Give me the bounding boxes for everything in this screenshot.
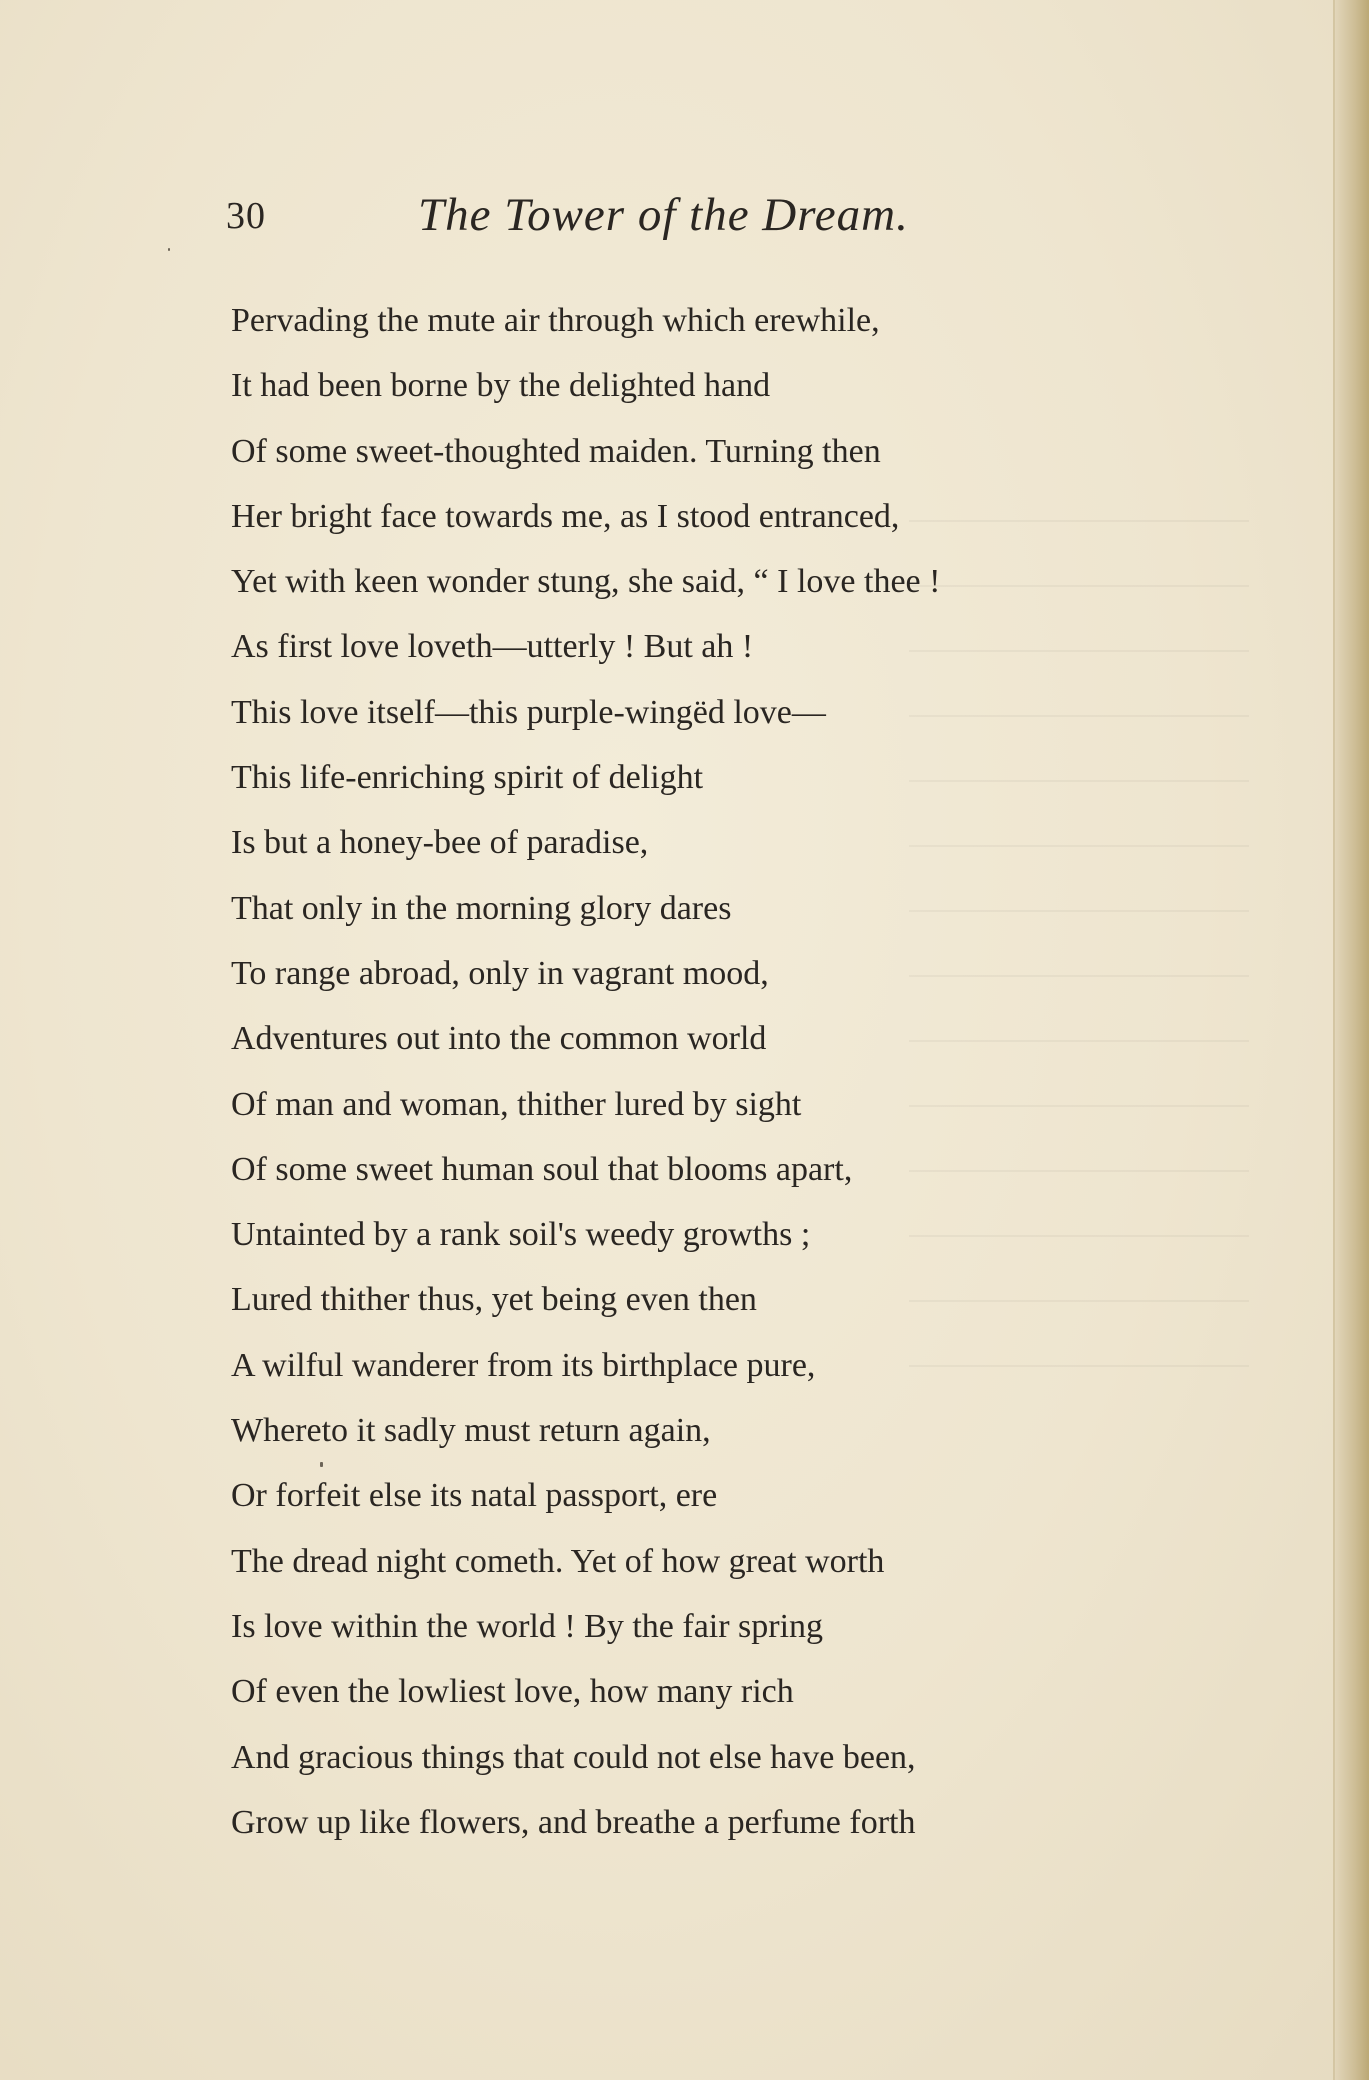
poem-line: Yet with keen wonder stung, she said, “ I love thee !	[231, 563, 941, 601]
page-number: 30	[226, 195, 266, 237]
poem-line: It had been borne by the delighted hand	[231, 367, 771, 405]
poem-line: Pervading the mute air through which erewhile,	[231, 302, 880, 339]
ink-speck	[168, 248, 170, 251]
page-header	[0, 188, 1369, 258]
poem-line: Or forfeit else its natal passport, ere	[231, 1477, 718, 1515]
poem-line: Adventures out into the common world	[231, 1020, 767, 1058]
poem-line: That only in the morning glory dares	[231, 889, 732, 927]
poem-line: To range abroad, only in vagrant mood,	[231, 954, 769, 992]
poem-text	[231, 288, 1231, 1855]
poem-line: Whereto it sadly must return again,	[231, 1412, 711, 1450]
poem-line: Untainted by a rank soil's weedy growths ;	[231, 1216, 811, 1254]
poem-line: A wilful wanderer from its birthplace pure,	[231, 1346, 816, 1384]
running-title: The Tower of the Dream.	[418, 189, 909, 241]
poem-line: Lured thither thus, yet being even then	[231, 1281, 757, 1319]
poem-line: Of man and woman, thither lured by sight	[231, 1085, 802, 1123]
poem-line: Grow up like flowers, and breathe a perfume forth	[231, 1803, 916, 1841]
poem-line: This love itself—this purple-wingëd love—	[231, 693, 826, 731]
poem-line: Her bright face towards me, as I stood entranced,	[231, 497, 900, 535]
poem-line: As first love loveth—utterly ! But ah !	[231, 628, 754, 666]
poem-line: This life-enriching spirit of delight	[231, 759, 704, 797]
poem-line: Of some sweet human soul that blooms apart,	[231, 1150, 853, 1188]
poem-line: And gracious things that could not else have been,	[231, 1738, 916, 1776]
ink-speck	[320, 1462, 323, 1467]
page-edge	[1335, 0, 1369, 2080]
poem-line: Of some sweet-thoughted maiden. Turning then	[231, 432, 881, 470]
poem-line: Is but a honey-bee of paradise,	[231, 824, 649, 862]
poem-line: Of even the lowliest love, how many rich	[231, 1673, 794, 1711]
poem-line: Is love within the world ! By the fair spring	[231, 1607, 824, 1645]
poem-line: The dread night cometh. Yet of how great worth	[231, 1542, 885, 1580]
